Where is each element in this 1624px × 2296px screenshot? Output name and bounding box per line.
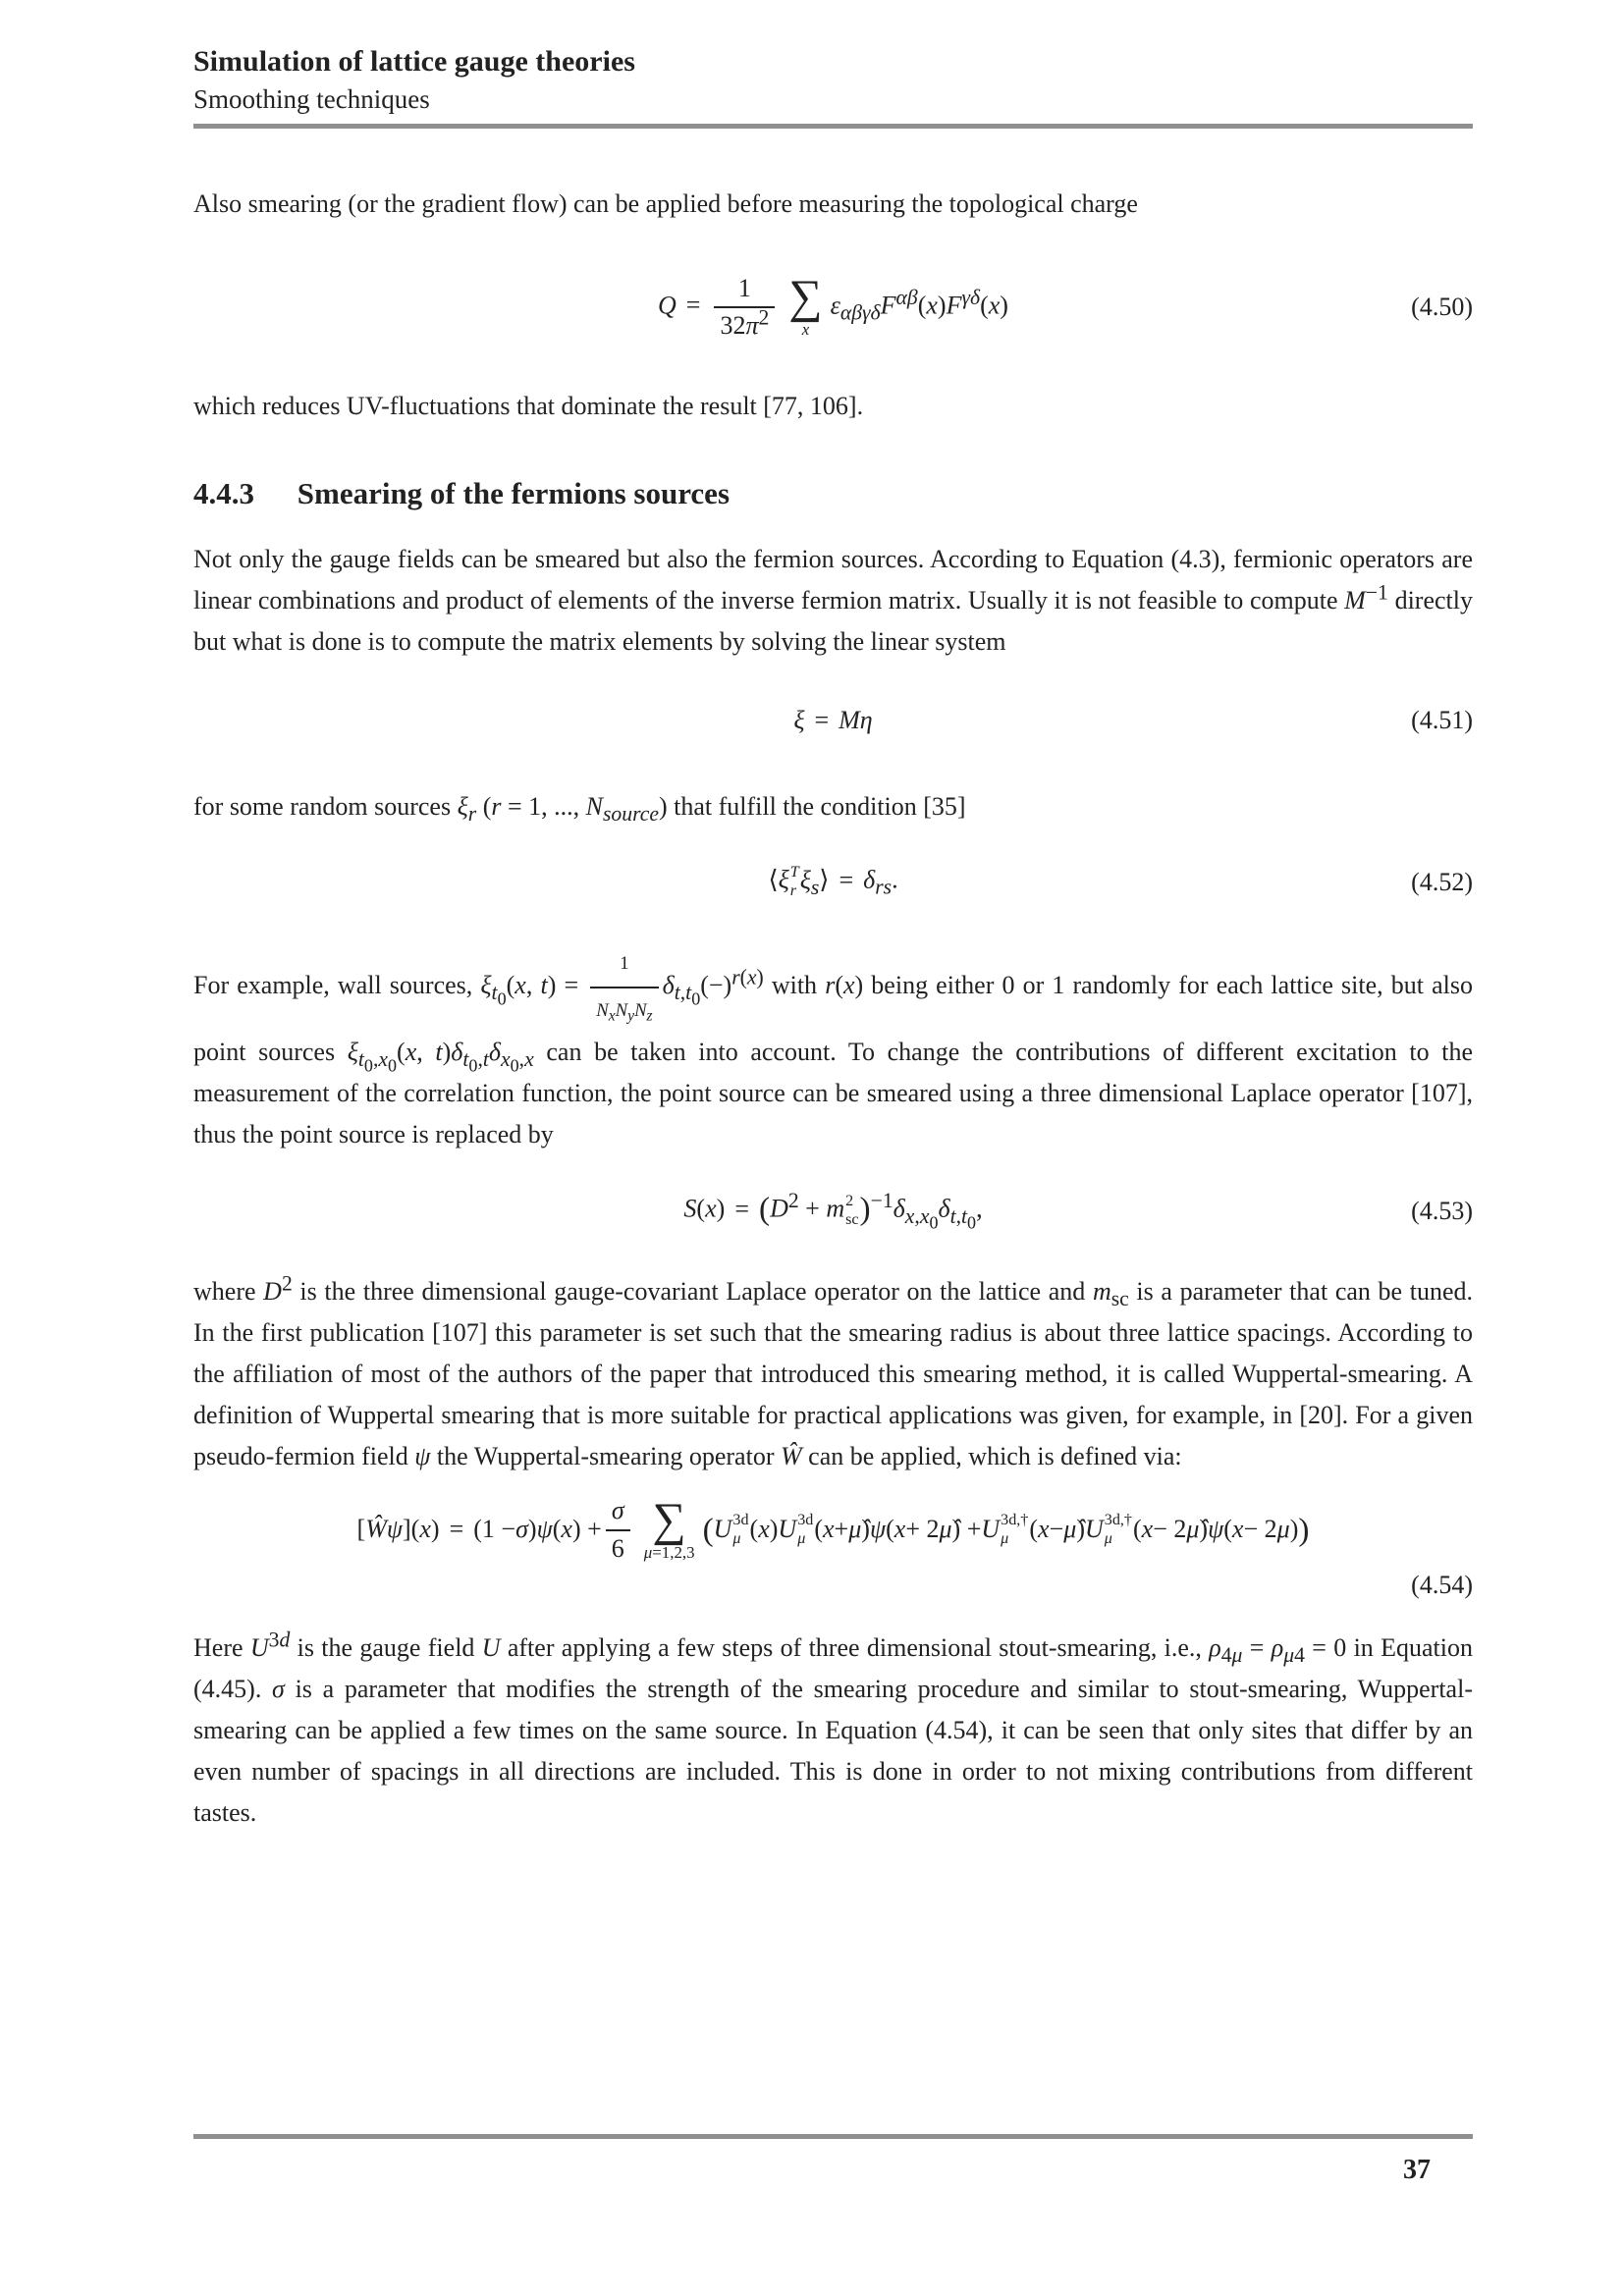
section-title: Smearing of the fermions sources <box>297 476 731 510</box>
equation-4-52 <box>193 857 1473 908</box>
equation-4-53 <box>193 1185 1473 1238</box>
equation-4-54 <box>193 1495 1473 1600</box>
paragraph-fermion-sources: Not only the gauge fields can be smeared but also the fermion sources. According to Equation (4.3), fermionic operators are linear combinations and product of elements of the inverse fermion matrix. Usually it is not feasible to compute $M^{-1}$ directly but what is done is to compute the matrix elements by solving the linear system <box>193 545 1473 656</box>
header-rule <box>193 124 1473 129</box>
equation-4-50-number: (4.50) <box>1411 292 1473 321</box>
equation-4-52-number: (4.52) <box>1411 867 1473 896</box>
equation-4-54-body: [ Ŵψ ]( x ) = (1 − σ ) ψ ( x ) + $\frac{\sigma}{6}$ ∑ μ=1,2,3 ( U 3d μ ( x ) U 3d μ ( x + μ̂ ) ψ ( x + 2 μ̂ ) + U 3d,† μ ( x − μ̂ ) U 3d,† μ ( x − 2 μ̂ ) ψ ( x − 2 μ ) ) <box>356 1493 1310 1563</box>
page-content <box>193 0 1473 1834</box>
equation-4-54-number: (4.54) <box>1411 1571 1473 1599</box>
footer-rule <box>193 2134 1473 2139</box>
section-heading <box>193 474 1473 513</box>
running-head-subtitle: Smoothing techniques <box>193 84 430 114</box>
paragraph-wall-sources: For example, wall sources, $\xi_{t_0}(x$, t) = $\frac{1}{N_xN_yN_z}$ $\delta_{t,t_0}(-)^{r(x)}$ with r(x) being either 0 or 1 randomly for each lattice site, but also point sources $\xi_{t_0,x_0}(x$, $t)\delta_{t_0,t}\delta_{x_0,x}$ can be taken into account. To change the contributions of different excitation to the measurement of the correlation function, the point source can be smeared using a three dimensional Laplace operator [107], thus the point source is replaced by <box>193 943 1473 1155</box>
section-number: 4.4.3 <box>193 476 254 510</box>
paragraph-after-eq450: which reduces UV-fluctuations that dominate the result [77, 106]. <box>193 392 864 420</box>
page-header <box>193 0 1473 129</box>
running-head-title: Simulation of lattice gauge theories <box>193 45 635 78</box>
paragraph-random-sources: for some random sources $\xi_r$ (r = 1, ..., $N_{source}$) that fulfill the condition [35] <box>193 792 966 827</box>
paragraph-intro: Also smearing (or the gradient flow) can be applied before measuring the topological charge <box>193 189 1138 218</box>
equation-4-52-body: ⟨ξ T r $\xi_s⟩ = \delta_{rs}$. <box>768 864 898 900</box>
page-number: 37 <box>1403 2155 1431 2185</box>
equation-4-51-body: ξ = Mη <box>793 705 873 734</box>
paragraph-stout-smearing: Here $U^{3d}$ is the gauge field U after applying a few steps of three dimensional stout-smearing, i.e., $\rho_{4\mu} = \rho_{\mu 4} = 0$ in Equation (4.45). σ is a parameter that modifies the strength of the smearing procedure and similar to stout-smearing, Wuppertal-smearing can be applied a few times on the same source. In Equation (4.54), it can be seen that only sites that differ by an even number of spacings in all directions are included. This is done in order to not mixing contributions from different tastes. <box>193 1628 1473 1827</box>
equation-4-50-body: Q = $\frac{1}{32\pi^2}$ ∑ x $\varepsilon_{\alpha\beta\gamma\delta}F^{\alpha\beta}(x)F^{\gamma\delta}(x)$ <box>658 271 1008 340</box>
paragraph-wuppertal: where $D^2$ is the three dimensional gauge-covariant Laplace operator on the lattice and $m_{sc}$ is a parameter that can be tuned. In the first publication [107] this parameter is set such that the smearing radius is about three lattice spacings. According to the affiliation of most of the authors of the paper that introduced this smearing method, it is called Wuppertal-smearing. A definition of Wuppertal smearing that is more suitable for practical applications was given, for example, in [20]. For a given pseudo-fermion field ψ the Wuppertal-smearing operator Ŵ can be applied, which is defined via: <box>193 1271 1474 1470</box>
page-footer <box>193 2134 1473 2185</box>
equation-4-53-body: $S(x) = (D^2 + m$ 2 sc )$^{-1}\delta_{x,x_0}\delta_{t,t_0}$, <box>683 1189 983 1233</box>
equation-4-50 <box>193 258 1473 356</box>
equation-4-51 <box>193 698 1473 743</box>
equation-4-51-number: (4.51) <box>1411 705 1473 734</box>
equation-4-53-number: (4.53) <box>1411 1196 1473 1225</box>
